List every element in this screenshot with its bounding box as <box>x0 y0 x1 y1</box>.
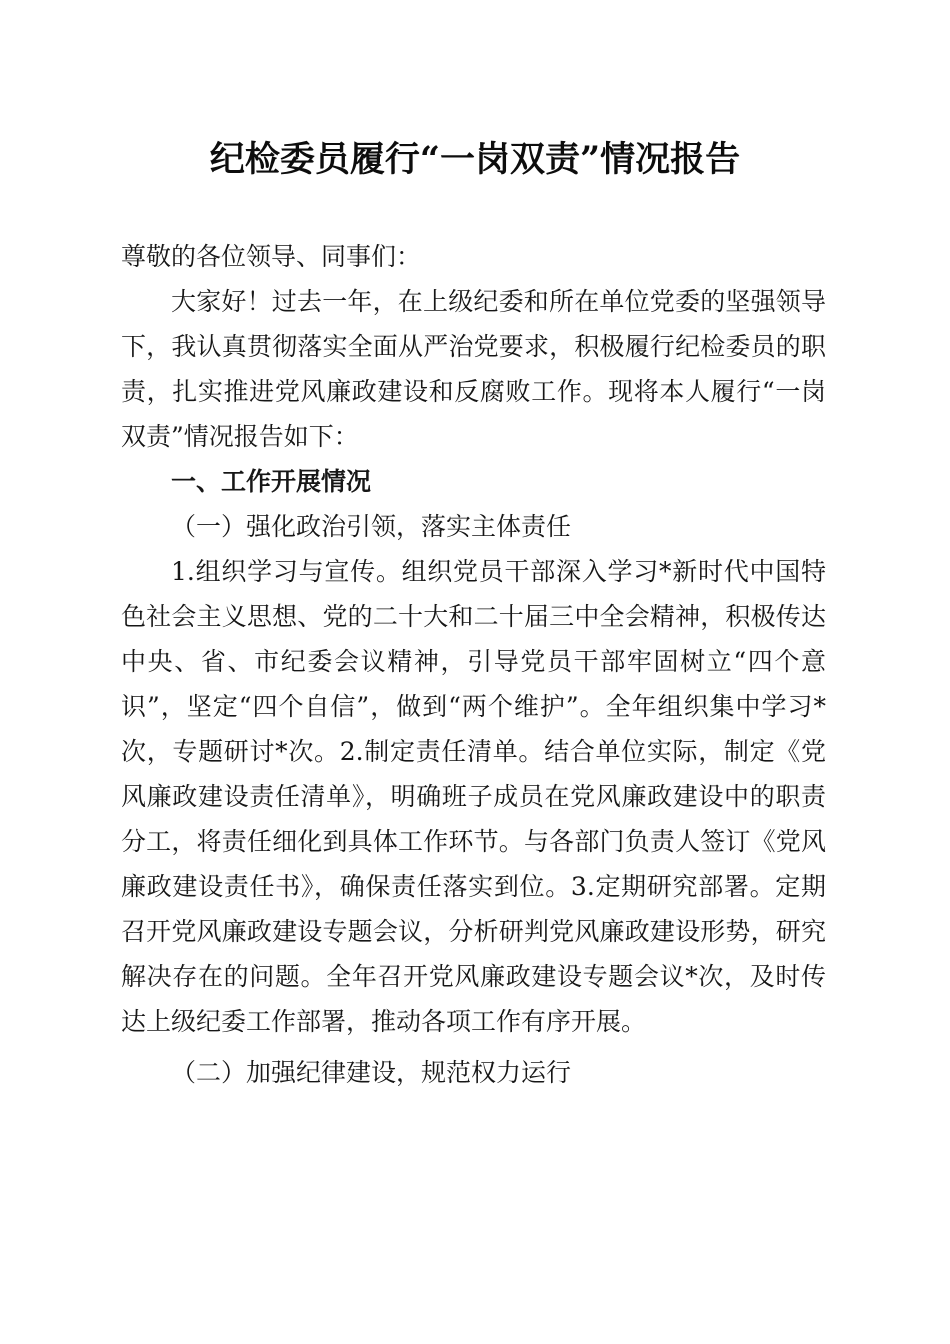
section-heading-1: 一、工作开展情况 <box>171 467 372 496</box>
subsection-1-body: 1.组织学习与宣传。组织党员干部深入学习*新时代中国特色社会主义思想、党的二十大和二十届三中全会精神，积极传达中央、省、市纪委会议精神，引导党员干部牢固树立“四个意识”，坚定“四个自信”，做到“两个维护”。全年组织集中学习*次，专题研讨*次。2.制定责任清单。结合单位实际，制定《党风廉政建设责任清单》，明确班子成员在党风廉政建设中的职责分工，将责任细化到具体工作环节。与各部门负责人签订《党风廉政建设责任书》，确保责任落实到位。3.定期研究部署。定期召开党风廉政建设专题会议，分析研判党风廉政建设形势，研究解决存在的问题。全年召开党风廉政建设专题会议*次，及时传达上级纪委工作部署，推动各项工作有序开展。 <box>121 557 826 1036</box>
salutation: 尊敬的各位领导、同事们： <box>121 242 422 271</box>
subsection-heading-1: （一）强化政治引领，落实主体责任 <box>171 512 572 541</box>
document-title: 纪检委员履行“一岗双责”情况报告 <box>209 139 741 180</box>
intro-paragraph: 大家好！过去一年，在上级纪委和所在单位党委的坚强领导下，我认真贯彻落实全面从严治党要求，积极履行纪检委员的职责，扎实推进党风廉政建设和反腐败工作。现将本人履行“一岗双责”情况报告如下： <box>121 287 826 451</box>
subsection-heading-2: （二）加强纪律建设，规范权力运行 <box>171 1058 572 1087</box>
document-body <box>121 234 826 1095</box>
